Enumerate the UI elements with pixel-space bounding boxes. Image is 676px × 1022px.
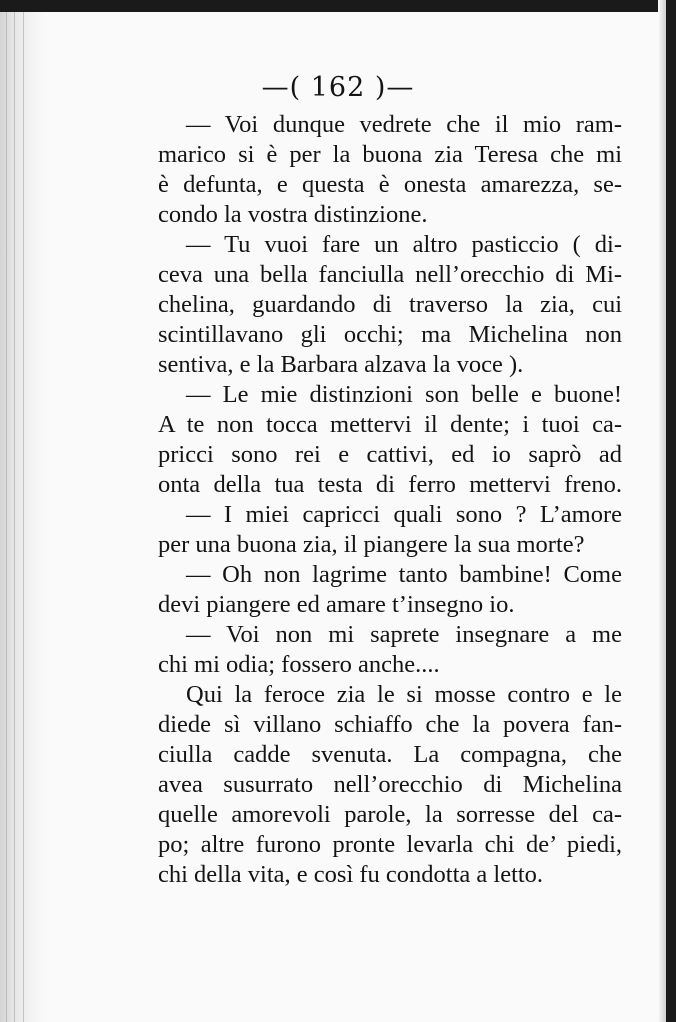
text-line: — Voi dunque vedrete che il mio ram- (186, 111, 622, 138)
scan-top-edge (0, 0, 676, 12)
gutter-crease (23, 0, 24, 1022)
text-line: — I miei capricci quali sono ? L’amore (186, 501, 622, 528)
text-line: condo la vostra distinzione. (158, 201, 428, 228)
page-number: —( 162 )— (261, 72, 415, 103)
text-line: chi della vita, e così fu condotta a letto. (158, 861, 544, 888)
text-line: quelle amorevoli parole, la sorresse del ca- (158, 801, 622, 828)
text-line: per una buona zia, il piangere la sua morte? (158, 531, 585, 558)
text-line: A te non tocca mettervi il dente; i tuoi ca- (158, 411, 622, 438)
text-line: po; altre furono pronte levarla chi de’ piedi, (158, 831, 622, 858)
text-line: — Oh non lagrime tanto bambine! Come (186, 561, 622, 588)
page-edge-shadow (658, 0, 666, 1022)
text-line: scintillavano gli occhi; ma Michelina non (158, 321, 622, 348)
text-line: chelina, guardando di traverso la zia, cui (158, 291, 622, 318)
text-line: onta della tua testa di ferro mettervi freno. (158, 471, 622, 498)
text-line: pricci sono rei e cattivi, ed io saprò ad (158, 441, 622, 468)
binding-gutter (0, 0, 46, 1022)
text-line: devi piangere ed amare t’insegno io. (158, 591, 515, 618)
scan-right-edge (666, 0, 676, 1022)
gutter-crease (6, 0, 7, 1022)
text-line: — Voi non mi saprete insegnare a me (186, 621, 622, 648)
text-line: chi mi odia; fossero anche.... (158, 651, 440, 678)
text-line: Qui la feroce zia le si mosse contro e le (186, 681, 622, 708)
text-line: — Le mie distinzioni son belle e buone! (186, 381, 622, 408)
text-line: sentiva, e la Barbara alzava la voce ). (158, 351, 524, 378)
text-line: avea susurrato nell’orecchio di Michelina (158, 771, 622, 798)
text-line: marico si è per la buona zia Teresa che mi (158, 141, 622, 168)
text-line: ceva una bella fanciulla nell’orecchio di Mi- (158, 261, 622, 288)
gutter-crease (14, 0, 15, 1022)
text-line: ciulla cadde svenuta. La compagna, che (158, 741, 622, 768)
text-line: diede sì villano schiaffo che la povera fan- (158, 711, 622, 738)
text-line: — Tu vuoi fare un altro pasticcio ( di- (186, 231, 622, 258)
text-line: è defunta, e questa è onesta amarezza, se- (158, 171, 622, 198)
